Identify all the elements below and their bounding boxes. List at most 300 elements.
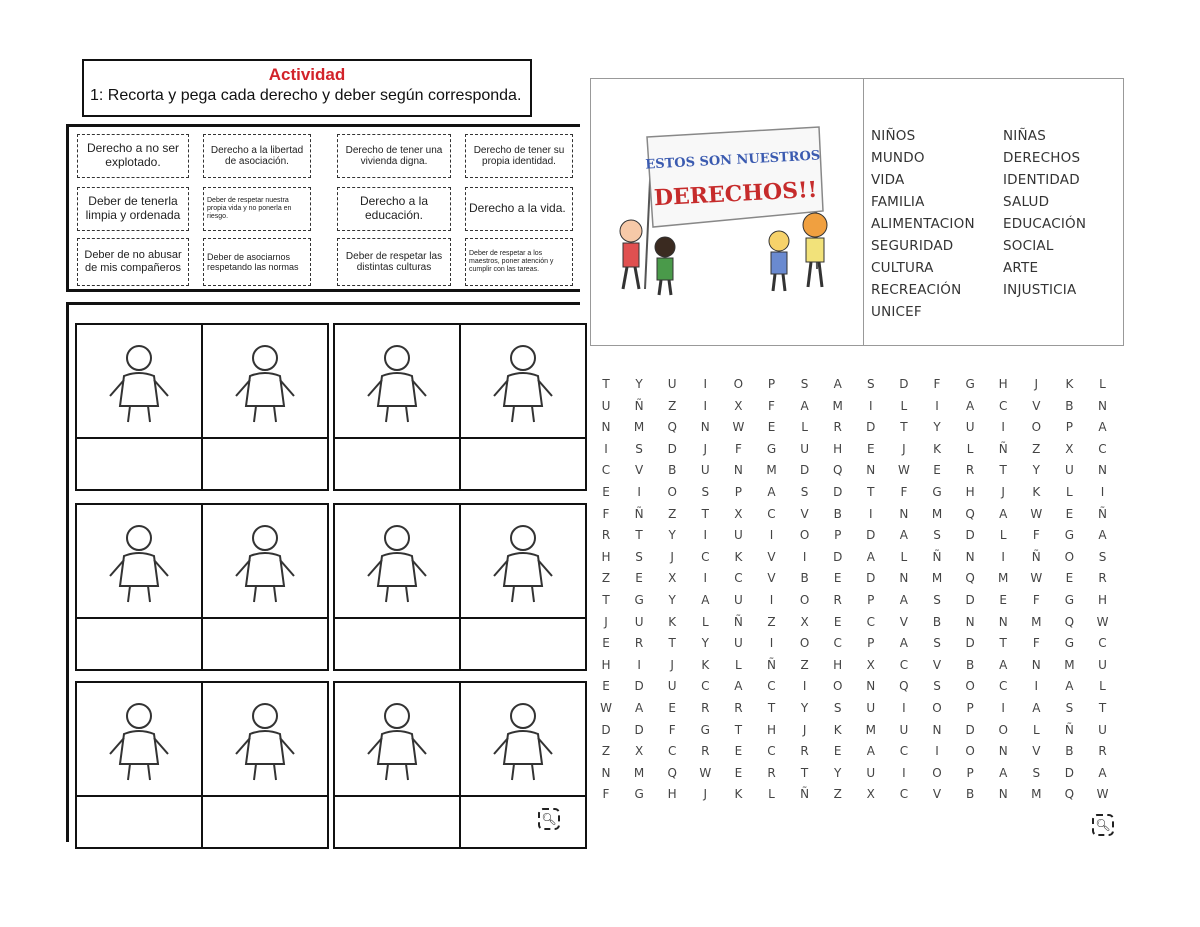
- word-search-letter[interactable]: V: [800, 506, 809, 521]
- word-search-letter[interactable]: D: [899, 377, 909, 391]
- word-search-letter[interactable]: A: [899, 592, 908, 607]
- word-search-letter[interactable]: I: [802, 679, 807, 694]
- word-search-letter[interactable]: H: [667, 787, 677, 802]
- card-item[interactable]: Deber de tenerla limpia y ordenada: [77, 187, 189, 231]
- word-search-letter[interactable]: V: [1032, 398, 1041, 413]
- word-search-letter[interactable]: V: [634, 463, 644, 478]
- word-search-letter[interactable]: M: [865, 722, 876, 737]
- word-search-letter[interactable]: C: [998, 679, 1008, 694]
- word-search-letter[interactable]: E: [734, 765, 743, 780]
- word-search-letter[interactable]: J: [802, 722, 807, 737]
- word-search-letter[interactable]: Ñ: [634, 506, 644, 521]
- answer-paste-area[interactable]: [335, 797, 461, 847]
- word-search-letter[interactable]: C: [899, 744, 909, 759]
- word-search-letter[interactable]: F: [768, 398, 775, 413]
- word-search-letter[interactable]: W: [1030, 506, 1043, 521]
- word-search-letter[interactable]: T: [867, 484, 875, 499]
- word-search-letter[interactable]: N: [1098, 463, 1107, 478]
- word-search-letter[interactable]: Z: [668, 398, 677, 413]
- word-search-letter[interactable]: Y: [701, 636, 709, 651]
- answer-paste-area[interactable]: [77, 797, 203, 847]
- word-search-letter[interactable]: A: [866, 549, 875, 564]
- word-search-letter[interactable]: K: [668, 614, 677, 629]
- word-search-letter[interactable]: O: [998, 722, 1008, 737]
- word-search-letter[interactable]: P: [867, 636, 875, 651]
- word-search-letter[interactable]: Y: [668, 592, 676, 607]
- word-search-letter[interactable]: D: [965, 636, 975, 651]
- word-search-letter[interactable]: W: [1030, 571, 1043, 586]
- word-search-letter[interactable]: I: [902, 765, 906, 780]
- word-search-letter[interactable]: R: [701, 744, 710, 759]
- answer-paste-area[interactable]: [77, 439, 203, 489]
- word-search-letter[interactable]: I: [935, 398, 939, 413]
- word-search-letter[interactable]: Q: [667, 765, 677, 780]
- word-search-letter[interactable]: H: [601, 657, 611, 672]
- word-search-letter[interactable]: U: [634, 614, 644, 629]
- word-search-letter[interactable]: A: [866, 744, 875, 759]
- word-search-letter[interactable]: I: [869, 506, 873, 521]
- word-search-letter[interactable]: U: [733, 528, 743, 543]
- word-search-letter[interactable]: N: [733, 463, 743, 478]
- word-search-letter[interactable]: M: [931, 571, 943, 586]
- word-search-letter[interactable]: C: [701, 549, 710, 564]
- word-search-letter[interactable]: N: [1031, 657, 1041, 672]
- word-search-letter[interactable]: E: [867, 441, 875, 456]
- answer-paste-area[interactable]: [335, 619, 461, 669]
- word-search-letter[interactable]: U: [866, 765, 876, 780]
- word-search-letter[interactable]: S: [1032, 765, 1041, 780]
- word-search-letter[interactable]: D: [667, 441, 677, 456]
- word-search-letter[interactable]: E: [734, 744, 743, 759]
- word-search-letter[interactable]: M: [998, 571, 1009, 586]
- word-search-letter[interactable]: H: [998, 377, 1008, 391]
- word-search-letter[interactable]: Ñ: [634, 398, 644, 413]
- word-search-letter[interactable]: C: [734, 571, 743, 586]
- word-search-letter[interactable]: D: [833, 549, 843, 564]
- word-search-letter[interactable]: A: [965, 398, 975, 413]
- answer-paste-area[interactable]: [461, 619, 585, 669]
- word-search-letter[interactable]: T: [800, 765, 809, 780]
- answer-paste-area[interactable]: [77, 619, 203, 669]
- word-search-letter[interactable]: O: [932, 700, 942, 715]
- word-search-letter[interactable]: I: [637, 657, 641, 672]
- word-search-letter[interactable]: X: [866, 657, 875, 672]
- word-search-letter[interactable]: N: [1098, 398, 1107, 413]
- word-search-letter[interactable]: A: [899, 528, 908, 543]
- word-search-letter[interactable]: K: [833, 722, 842, 737]
- word-search-letter[interactable]: I: [869, 398, 873, 413]
- word-search-letter[interactable]: Z: [601, 571, 611, 586]
- word-search-letter[interactable]: S: [1065, 700, 1074, 715]
- word-search-letter[interactable]: E: [833, 571, 842, 586]
- word-search-letter[interactable]: B: [932, 614, 942, 629]
- card-item[interactable]: Derecho a la libertad de asociación.: [203, 134, 311, 178]
- word-search-letter[interactable]: E: [668, 700, 676, 715]
- word-search-letter[interactable]: L: [1099, 377, 1106, 391]
- word-search-letter[interactable]: L: [966, 441, 974, 456]
- word-search-letter[interactable]: Ñ: [767, 657, 776, 672]
- zoom-search-icon[interactable]: 🔍︎: [538, 808, 560, 830]
- word-search-letter[interactable]: F: [668, 722, 676, 737]
- word-search-letter[interactable]: X: [734, 398, 743, 413]
- word-search-letter[interactable]: G: [700, 722, 710, 737]
- word-search-letter[interactable]: B: [833, 506, 842, 521]
- word-search-letter[interactable]: O: [799, 528, 810, 543]
- word-search-letter[interactable]: T: [602, 592, 610, 607]
- word-search-letter[interactable]: O: [733, 377, 744, 391]
- word-search-letter[interactable]: M: [931, 506, 943, 521]
- word-search-letter[interactable]: X: [734, 506, 743, 521]
- word-search-letter[interactable]: C: [601, 463, 611, 478]
- word-search-letter[interactable]: G: [634, 787, 644, 802]
- word-search-letter[interactable]: P: [966, 765, 974, 780]
- word-search-letter[interactable]: V: [932, 787, 942, 802]
- word-search-letter[interactable]: S: [933, 592, 941, 607]
- word-search-letter[interactable]: D: [965, 592, 975, 607]
- word-search-letter[interactable]: A: [767, 484, 776, 499]
- word-search-letter[interactable]: L: [1099, 679, 1106, 694]
- word-search-letter[interactable]: D: [965, 528, 975, 543]
- word-search-letter[interactable]: N: [998, 744, 1008, 759]
- word-search-letter[interactable]: Q: [832, 463, 843, 478]
- word-search-letter[interactable]: N: [899, 506, 909, 521]
- word-search-letter[interactable]: S: [701, 484, 710, 499]
- word-search-letter[interactable]: E: [833, 744, 842, 759]
- word-search-letter[interactable]: I: [1001, 420, 1005, 435]
- answer-paste-area[interactable]: [461, 439, 585, 489]
- word-search-letter[interactable]: C: [866, 614, 875, 629]
- word-search-letter[interactable]: K: [734, 549, 743, 564]
- word-search-letter[interactable]: A: [999, 657, 1008, 672]
- word-search-letter[interactable]: Q: [899, 679, 909, 694]
- word-search-letter[interactable]: S: [800, 484, 809, 499]
- word-search-letter[interactable]: C: [899, 787, 909, 802]
- word-search-letter[interactable]: S: [800, 377, 809, 391]
- word-search-letter[interactable]: C: [767, 506, 776, 521]
- word-search-letter[interactable]: C: [1098, 441, 1107, 456]
- word-search-letter[interactable]: E: [1065, 571, 1074, 586]
- word-search-letter[interactable]: O: [1031, 420, 1042, 435]
- word-search-letter[interactable]: H: [766, 722, 777, 737]
- word-search-letter[interactable]: X: [800, 614, 809, 629]
- word-search-letter[interactable]: J: [1001, 484, 1005, 499]
- word-search-letter[interactable]: X: [668, 571, 677, 586]
- word-search-letter[interactable]: W: [699, 765, 712, 780]
- word-search-letter[interactable]: K: [734, 787, 743, 802]
- word-search-letter[interactable]: V: [767, 571, 776, 586]
- word-search-letter[interactable]: R: [634, 636, 644, 651]
- word-search-letter[interactable]: N: [932, 722, 942, 737]
- word-search-letter[interactable]: I: [902, 700, 906, 715]
- card-item[interactable]: Derecho de tener su propia identidad.: [465, 134, 573, 178]
- word-search-letter[interactable]: Q: [1064, 614, 1075, 629]
- word-search-letter[interactable]: N: [866, 463, 876, 478]
- word-search-letter[interactable]: V: [899, 614, 908, 629]
- word-search-letter[interactable]: S: [833, 700, 842, 715]
- word-search-letter[interactable]: F: [734, 441, 742, 456]
- word-search-letter[interactable]: Q: [1064, 787, 1075, 802]
- word-search-letter[interactable]: H: [1097, 592, 1108, 607]
- word-search-letter[interactable]: N: [899, 571, 909, 586]
- word-search-letter[interactable]: W: [1096, 787, 1109, 802]
- word-search-letter[interactable]: J: [703, 787, 708, 802]
- word-search-letter[interactable]: U: [700, 463, 710, 478]
- word-search-letter[interactable]: Y: [933, 420, 941, 435]
- word-search-letter[interactable]: U: [965, 420, 975, 435]
- word-search-letter[interactable]: C: [998, 398, 1008, 413]
- word-search-letter[interactable]: M: [832, 398, 843, 413]
- word-search-letter[interactable]: D: [833, 484, 843, 499]
- word-search-letter[interactable]: A: [999, 765, 1008, 780]
- word-search-letter[interactable]: E: [602, 679, 610, 694]
- word-search-letter[interactable]: I: [769, 528, 774, 543]
- word-search-letter[interactable]: L: [1066, 484, 1073, 499]
- word-search-letter[interactable]: C: [767, 679, 776, 694]
- word-search-letter[interactable]: T: [602, 377, 610, 391]
- word-search-letter[interactable]: H: [965, 484, 975, 499]
- word-search-letter[interactable]: D: [634, 679, 644, 694]
- word-search-letter[interactable]: Y: [1032, 463, 1040, 478]
- word-search-letter[interactable]: V: [1032, 744, 1041, 759]
- word-search-letter[interactable]: I: [1001, 549, 1005, 564]
- word-search-letter[interactable]: N: [601, 420, 611, 435]
- word-search-letter[interactable]: V: [767, 549, 776, 564]
- word-search-letter[interactable]: A: [701, 592, 710, 607]
- word-search-letter[interactable]: E: [933, 463, 941, 478]
- word-search-letter[interactable]: V: [932, 657, 942, 672]
- word-search-letter[interactable]: N: [965, 549, 975, 564]
- zoom-search-icon[interactable]: 🔍︎: [1092, 814, 1114, 836]
- word-search-letter[interactable]: M: [766, 463, 777, 478]
- word-search-letter[interactable]: O: [965, 744, 975, 759]
- word-search-letter[interactable]: O: [832, 679, 843, 694]
- word-search-letter[interactable]: O: [799, 636, 810, 651]
- word-search-letter[interactable]: U: [899, 722, 909, 737]
- word-search-letter[interactable]: G: [1064, 592, 1075, 607]
- card-item[interactable]: Deber de respetar las distintas culturas: [337, 238, 451, 286]
- word-search-letter[interactable]: Y: [800, 700, 809, 715]
- word-search-letter[interactable]: F: [602, 787, 610, 802]
- word-search-letter[interactable]: K: [1065, 377, 1074, 391]
- word-search-letter[interactable]: T: [999, 463, 1007, 478]
- word-search-letter[interactable]: T: [635, 528, 643, 543]
- word-search-letter[interactable]: A: [899, 636, 908, 651]
- word-search-letter[interactable]: B: [965, 657, 975, 672]
- card-item[interactable]: Deber de asociarnos respetando las normas: [203, 238, 311, 286]
- word-search-letter[interactable]: S: [933, 636, 941, 651]
- word-search-letter[interactable]: Q: [965, 571, 975, 586]
- word-search-letter[interactable]: D: [866, 420, 876, 435]
- word-search-letter[interactable]: T: [999, 636, 1007, 651]
- word-search-letter[interactable]: I: [703, 377, 708, 391]
- card-item[interactable]: Deber de respetar nuestra propia vida y no ponerla en riesgo.: [203, 187, 311, 231]
- word-search-letter[interactable]: D: [866, 571, 876, 586]
- word-search-letter[interactable]: A: [999, 506, 1008, 521]
- word-search-letter[interactable]: C: [701, 679, 710, 694]
- word-search-letter[interactable]: C: [1098, 636, 1107, 651]
- word-search-letter[interactable]: N: [700, 420, 710, 435]
- word-search-letter[interactable]: H: [833, 657, 843, 672]
- word-search-letter[interactable]: I: [802, 549, 807, 564]
- word-search-letter[interactable]: D: [1064, 765, 1075, 780]
- card-item[interactable]: Derecho de tener una vivienda digna.: [337, 134, 451, 178]
- word-search-letter[interactable]: A: [833, 377, 842, 391]
- word-search-letter[interactable]: L: [735, 657, 742, 672]
- word-search-letter[interactable]: A: [734, 679, 743, 694]
- word-search-letter[interactable]: D: [965, 722, 975, 737]
- word-search-letter[interactable]: A: [1065, 679, 1074, 694]
- word-search-letter[interactable]: N: [998, 787, 1008, 802]
- word-search-letter[interactable]: J: [1034, 377, 1039, 391]
- word-search-letter[interactable]: Ñ: [932, 549, 942, 564]
- word-search-letter[interactable]: J: [670, 549, 674, 564]
- word-search-letter[interactable]: P: [734, 484, 743, 499]
- word-search-letter[interactable]: T: [701, 506, 709, 521]
- word-search-letter[interactable]: K: [1032, 484, 1041, 499]
- word-search-letter[interactable]: C: [899, 657, 909, 672]
- word-search-letter[interactable]: R: [767, 765, 776, 780]
- word-search-letter[interactable]: L: [1032, 722, 1040, 737]
- word-search-letter[interactable]: S: [635, 549, 643, 564]
- word-search-letter[interactable]: J: [604, 614, 608, 629]
- word-search-letter[interactable]: D: [799, 463, 810, 478]
- answer-paste-area[interactable]: [203, 619, 327, 669]
- word-search-letter[interactable]: B: [1065, 398, 1074, 413]
- word-search-letter[interactable]: O: [932, 765, 942, 780]
- word-search-letter[interactable]: A: [1098, 420, 1107, 435]
- card-item[interactable]: Derecho a la educación.: [337, 187, 451, 231]
- word-search-letter[interactable]: Z: [668, 506, 677, 521]
- word-search-letter[interactable]: H: [833, 441, 843, 456]
- word-search-letter[interactable]: Ñ: [733, 614, 743, 629]
- word-search-letter[interactable]: D: [866, 528, 876, 543]
- word-search-letter[interactable]: P: [1065, 420, 1074, 435]
- word-search-letter[interactable]: E: [767, 420, 776, 435]
- word-search-letter[interactable]: I: [703, 571, 708, 586]
- word-search-letter[interactable]: O: [965, 679, 975, 694]
- word-search-letter[interactable]: D: [601, 722, 611, 737]
- word-search-letter[interactable]: D: [634, 722, 644, 737]
- word-search-letter[interactable]: R: [965, 463, 975, 478]
- word-search-letter[interactable]: M: [1064, 657, 1075, 672]
- word-search-letter[interactable]: R: [734, 700, 743, 715]
- word-search-letter[interactable]: E: [999, 592, 1007, 607]
- word-search-letter[interactable]: U: [667, 377, 677, 391]
- word-search-letter[interactable]: W: [732, 420, 745, 435]
- word-search-letter[interactable]: M: [633, 420, 645, 435]
- card-item[interactable]: Derecho a la vida.: [465, 187, 573, 231]
- word-search-letter[interactable]: E: [635, 571, 643, 586]
- word-search-letter[interactable]: Ñ: [1064, 722, 1074, 737]
- word-search-letter[interactable]: U: [733, 592, 743, 607]
- word-search-letter[interactable]: N: [601, 765, 611, 780]
- card-item[interactable]: Derecho a no ser explotado.: [77, 134, 189, 178]
- word-search-letter[interactable]: H: [601, 549, 611, 564]
- word-search-letter[interactable]: B: [668, 463, 677, 478]
- word-search-letter[interactable]: M: [633, 765, 645, 780]
- word-search-letter[interactable]: M: [1031, 787, 1042, 802]
- word-search-letter[interactable]: P: [867, 592, 875, 607]
- word-search-letter[interactable]: J: [902, 441, 906, 456]
- word-search-letter[interactable]: Ñ: [1098, 506, 1107, 521]
- word-search-letter[interactable]: F: [1032, 636, 1040, 651]
- word-search-letter[interactable]: K: [701, 657, 710, 672]
- word-search-letter[interactable]: L: [999, 528, 1007, 543]
- card-item[interactable]: Deber de no abusar de mis compañeros: [77, 238, 189, 286]
- word-search-letter[interactable]: X: [866, 787, 875, 802]
- word-search-letter[interactable]: S: [866, 377, 875, 391]
- word-search-letter[interactable]: F: [933, 377, 941, 391]
- word-search-letter[interactable]: L: [900, 549, 908, 564]
- word-search-letter[interactable]: U: [1064, 463, 1074, 478]
- word-search-letter[interactable]: Q: [965, 506, 975, 521]
- word-search-letter[interactable]: F: [1032, 592, 1040, 607]
- word-search-letter[interactable]: B: [1065, 744, 1074, 759]
- word-search-letter[interactable]: Y: [668, 528, 676, 543]
- word-search-letter[interactable]: I: [769, 592, 774, 607]
- word-search-letter[interactable]: X: [634, 744, 644, 759]
- word-search-letter[interactable]: I: [1034, 679, 1039, 694]
- word-search-letter[interactable]: Ñ: [998, 441, 1008, 456]
- word-search-letter[interactable]: G: [932, 484, 942, 499]
- word-search-letter[interactable]: A: [1032, 700, 1041, 715]
- word-search-letter[interactable]: S: [933, 679, 941, 694]
- word-search-letter[interactable]: I: [935, 744, 939, 759]
- word-search-letter[interactable]: F: [1032, 528, 1040, 543]
- word-search-letter[interactable]: T: [668, 636, 676, 651]
- word-search-letter[interactable]: T: [734, 722, 743, 737]
- word-search-letter[interactable]: S: [933, 528, 941, 543]
- word-search-letter[interactable]: Z: [767, 614, 776, 629]
- word-search-letter[interactable]: N: [965, 614, 975, 629]
- word-search-letter[interactable]: I: [637, 484, 641, 499]
- word-search-letter[interactable]: I: [1001, 700, 1005, 715]
- word-search-letter[interactable]: N: [998, 614, 1008, 629]
- word-search-letter[interactable]: S: [635, 441, 643, 456]
- word-search-letter[interactable]: P: [767, 377, 776, 391]
- word-search-letter[interactable]: I: [1100, 484, 1105, 499]
- word-search-letter[interactable]: F: [900, 484, 908, 499]
- answer-paste-area[interactable]: [203, 797, 327, 847]
- word-search-letter[interactable]: O: [1064, 549, 1075, 564]
- word-search-letter[interactable]: Y: [635, 377, 643, 391]
- word-search-letter[interactable]: U: [866, 700, 876, 715]
- word-search-letter[interactable]: G: [634, 592, 644, 607]
- word-search-letter[interactable]: Z: [833, 787, 842, 802]
- word-search-letter[interactable]: W: [897, 463, 910, 478]
- word-search-letter[interactable]: A: [1098, 765, 1107, 780]
- word-search-letter[interactable]: A: [800, 398, 809, 413]
- word-search-letter[interactable]: I: [703, 528, 708, 543]
- word-search-letter[interactable]: U: [601, 398, 611, 413]
- word-search-letter[interactable]: I: [703, 398, 708, 413]
- word-search-letter[interactable]: L: [768, 787, 775, 802]
- word-search-letter[interactable]: J: [703, 441, 708, 456]
- word-search-letter[interactable]: A: [1098, 528, 1107, 543]
- word-search-letter[interactable]: L: [900, 398, 908, 413]
- word-search-letter[interactable]: R: [601, 528, 611, 543]
- word-search-letter[interactable]: R: [800, 744, 809, 759]
- word-search-letter[interactable]: L: [701, 614, 709, 629]
- word-search-letter[interactable]: W: [600, 700, 612, 715]
- word-search-letter[interactable]: W: [1096, 614, 1109, 629]
- word-search-letter[interactable]: P: [966, 700, 974, 715]
- word-search-letter[interactable]: C: [667, 744, 677, 759]
- word-search-letter[interactable]: T: [767, 700, 776, 715]
- word-search-letter[interactable]: I: [769, 636, 774, 651]
- word-search-letter[interactable]: R: [833, 592, 842, 607]
- word-search-letter[interactable]: U: [800, 441, 809, 456]
